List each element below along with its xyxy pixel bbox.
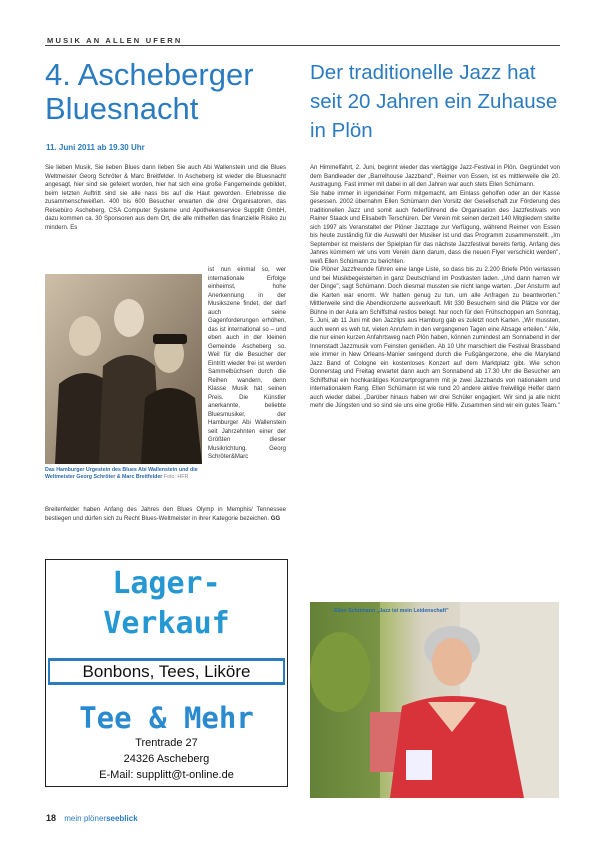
page-number: 18 — [46, 813, 57, 823]
band-photo-image — [45, 274, 202, 464]
header-rule — [45, 45, 560, 46]
ad-products: Bonbons, Tees, Liköre — [50, 661, 283, 682]
jazz-article-body — [310, 164, 560, 596]
magazine-brand-prefix: mein plöner — [64, 814, 107, 823]
event-date: 11. Juni 2011 ab 19.30 Uhr — [46, 143, 145, 152]
ad-brand: Tee & Mehr — [79, 701, 254, 735]
article-title-bluesnacht: 4. Ascheberger Bluesnacht — [45, 57, 254, 126]
author-initials: GG — [270, 515, 281, 522]
section-label: MUSIK AN ALLEN UFERN — [47, 36, 183, 45]
band-photo — [45, 274, 202, 464]
ad-line-lager: Lager- — [112, 566, 221, 601]
ad-line-verkauf: Verkauf — [103, 606, 230, 641]
ellen-schuemann-photo — [310, 602, 559, 798]
ad-street: Trentrade 27 — [135, 737, 198, 749]
ellen-photo-caption: Ellen Schümann „Jazz ist mein Leidenschaft" — [334, 608, 449, 614]
band-photo-caption-text: Das Hamburger Urgestein des Blues Abi Wallenstein und die Weltmeister Georg Schröter & Marc Breitfelder — [45, 467, 198, 480]
ad-city: 24326 Ascheberg — [123, 753, 210, 765]
ellen-schuemann-photo-image — [310, 602, 559, 798]
jazz-paragraph-2: Sie habe immer in irgendeiner Form mitgemacht, am Einlass geholfen oder an der Kasse gesessen. 2002 übernahm Ellen Schümann den Vorsitz der Gesellschaft zur Förderung des traditionellen Jazz und somit auch federführend die Organisation des Jazzfestivals von Rainer Staack und Elisabeth Terschüren. Der Verein mit seinen derzeit 140 Mitgliedern stellte sich 1997 als Veranstaltet der Plöner Jazztage zur Verfügung, während Reimer von Essen bis heute zuständig für die Auswahl der Musiker ist und das Programm zusammenstellt. „Im September ist meistens der Spielplan für das nächste Jazzfestival bereits fertig. Anfang des Jahres kümmern wir uns vom Verein dann darum, dass die neuen Flyer verschickt werden", weiß Ellen Schümann zu berichten. — [310, 190, 560, 265]
bluesnacht-conclusion-text: Breitenfelder haben Anfang des Jahres den Blues Olymp in Memphis/ Tennessee bestiegen und dürfen sich zu Recht Blues-Weltmeister in ihrer Kategorie bezeichen. — [45, 507, 286, 522]
band-photo-caption — [45, 467, 203, 481]
ad-email: E-Mail: supplitt@t-online.de — [99, 769, 234, 781]
bluesnacht-intro: Sie lieben Musik, Sie lieben Blues dann lieben Sie auch Abi Wallenstein und die Blues Weltmeister Georg Schröter & Marc Breitfelder. In Ascheberg ist wieder die Bluesnacht angesagt, hier sind sie gefeiert worden, hier hat sich eine große Fangemeinde gebildet, beim letzten Auftritt sind sie alle nass bis auf die Haut geworden. Erlebnisse die zusammenschweißen. 400 bis 600 Besucher erwarten die drei Organisatoren, das Reisebüro Ascheberg, CSA Computer Systeme und Apothekenservice Supplitt GmbH, dazu kommen ca. 30 Sponsoren aus dem Ort, die alle mithelfen das finanzielle Risiko zu mindern. Es — [45, 165, 286, 231]
jazz-paragraph-3: Die Plöner Jazzfreunde führen eine lange Liste, so dass bis zu 2.200 Briefe Plön verlassen und bei Musikbegeisterten in ganz Deutschland im Postkasten laden. „Und dann harren wir der Dinge", sagt Schümann. Doch diesmal mussten sie nicht lange warten. „Der Ansturm auf die Karten war enorm. Wir hatten genug zu tun, um alle Anfragen zu beantworten." Mittlerweile sind die Abendkonzerte ausverkauft. Mit 330 Besuchern sind die Plätze vor der Bühne in der Aula am Schiffsthal restlos belegt. Nur noch für den Frühschoppen am Sonntag, 5. Juni, ab 11 Juni mit den Jazzlips aus Hamburg gab es zuletzt noch Karten. „Wir mussten, auch wenn es weh tut, vielen Anrufern in den vergangenen Tagen eine Absage erteilen." Alle, die nur einen kurzen Anfahrtsweg nach Plön haben, können zumindest am Sonnabend in der Innenstadt Jazzmusik vom Feinsten genießen. Ab 10 Uhr marschiert die Festival Brassband wie immer in New Orleans-Manier swingend durch die Fußgängerzone, ehe die Maryland Jazz Band of Cologne ein kostenloses Konzert auf dem Marktplatz gibt. Wie schon Donnerstag und Freitag erwartet dann auch am Sonnabend ab 17.30 Uhr die Besucher am Schiffsthal ein hochkarätiges Konzertprogramm mit je zwei Jazzbands von nationalem und internationalem Rang. Ellen Schümann ist wie rund 20 andere aktive freiwillige Helfer dann auch wieder dabei. „Darüber hinaus haben wir drei Schüler engagiert. Wir sind ja alle nicht mehr die Jüngsten und so sind sie uns eine große Hilfe. Zusammen sind wir ein gutes Team." — [310, 267, 560, 409]
jazz-paragraph-1: An Himmelfahrt, 2. Juni, beginnt wieder das viertägige Jazz-Festival in Plön. Gegründet von dem Bandleader der „Barrelhouse Jazzband", Reimer von Essen, ist es mittlerweile die 20. Austragung. Fast immer mit dabei in all den Jahren war auch stets Ellen Schümann. — [310, 165, 560, 188]
magazine-brand-suffix: seeblick — [106, 814, 138, 823]
bluesnacht-side-column: ist nun einmal so, wer internationale Erfolge einheimst, hohe Anerkennung in der Musikszene findet, der darf auch seine Gagenforderungen erhöhen, das ist international so – und eben auch in der kleinen Gemeinde Ascheberg so. Weil für die Besucher der Eintritt wieder frei ist werden Sammelbüchsen durch die Reihen wandern, denn Klasse Musik hat seinen Preis. Die Künstler anerkannte, beliebte Bluesmusiker, der Hamburger Abi Wallenstein seit Jahrzehnten einer der Größten dieser Musikrichtung. Georg Schröter&Marc — [208, 267, 286, 460]
band-photo-credit: Foto: HFR — [163, 474, 189, 480]
ad-product-band — [48, 658, 285, 685]
advertisement-tee-und-mehr — [45, 559, 288, 787]
bluesnacht-conclusion — [45, 506, 286, 523]
page-footer — [46, 813, 138, 823]
article-title-jazz: Der traditionelle Jazz hat seit 20 Jahren ein Zuhause in Plön — [310, 61, 558, 142]
